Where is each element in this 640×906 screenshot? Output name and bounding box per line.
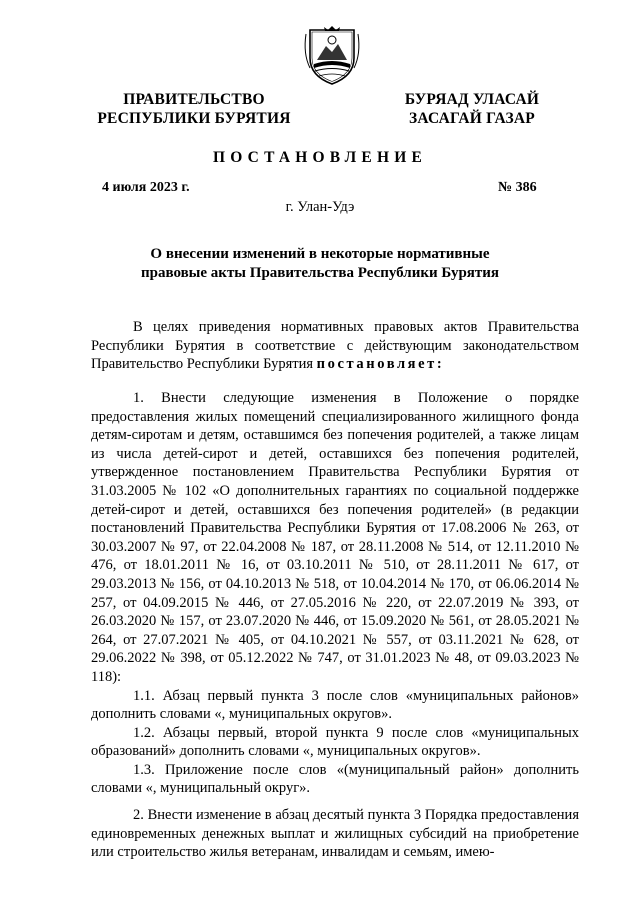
- paragraph-1: 1. Внести следующие изменения в Положение о порядке предоставления жилых помещений специализированного жилищного фонда детям-сиротам и детям, оставшимся без попечения родителей, а также лицам из числа детей-сирот и детей, оставшихся без попечения родителей, утвержденное постановлением Правительства Республики Бурятия от 31.03.2005 № 102 «О дополнительных гарантиях по социальной поддержке детей-сирот и детей, оставшихся без попечения родителей» (в редакции постановлений Правительства Республики Бурятия от 17.08.2006 № 263, от 30.03.2007 № 97, от 22.04.2008 № 187, от 28.11.2008 № 514, от 12.11.2010 № 476, от 18.01.2011 № 16, от 03.10.2011 № 510, от 28.11.2011 № 617, от 29.03.2013 № 156, от 04.10.2013 № 518, от 10.04.2014 № 170, от 06.06.2014 № 257, от 04.09.2015 № 446, от 27.05.2016 № 220, от 22.07.2019 № 393, от 26.03.2020 № 157, от 23.07.2020 № 446, от 15.09.2020 № 561, от 28.05.2021 № 264, от 27.07.2021 № 405, от 04.10.2021 № 557, от 03.11.2021 № 628, от 29.06.2022 № 398, от 05.12.2022 № 747, от 31.01.2023 № 48, от 09.03.2023 № 118):: [91, 390, 579, 685]
- coat-of-arms-icon: [302, 24, 362, 86]
- preamble-text: В целях приведения нормативных правовых актов Правительства Республики Бурятия в соответствие с действующим законодательством Правительство Республики Бурятия: [91, 319, 579, 373]
- document-date: 4 июля 2023 г.: [102, 180, 190, 195]
- preamble: [91, 318, 579, 374]
- org-name-line: ЗАСАГАЙ ГАЗАР: [409, 110, 535, 127]
- document-city: г. Улан-Удэ: [285, 199, 355, 215]
- paragraph-1-1: 1.1. Абзац первый пункта 3 после слов «муниципальных районов» дополнить словами «, муниципальных округов».: [91, 687, 579, 723]
- document-number: № 386: [498, 180, 537, 195]
- section-1: [91, 389, 579, 798]
- government-name-buryat: [357, 90, 587, 128]
- org-name-line: РЕСПУБЛИКИ БУРЯТИЯ: [97, 110, 291, 127]
- government-name-russian: [79, 90, 309, 128]
- paragraph-1-2: 1.2. Абзацы первый, второй пункта 9 после слов «муниципальных образований» дополнить словами «, муниципальных округов».: [91, 724, 579, 760]
- section-2: [91, 806, 579, 862]
- paragraph-2: 2. Внести изменение в абзац десятый пункта 3 Порядка предоставления единовременных денежных выплат и жилищных субсидий на приобретение или строительство жилья ветеранам, инвалидам и семьям, имею-: [91, 807, 579, 861]
- document-type-heading: ПОСТАНОВЛЕНИЕ: [212, 149, 428, 166]
- title-line: правовые акты Правительства Республики Бурятия: [140, 265, 500, 281]
- document-title: [120, 245, 520, 283]
- title-line: О внесении изменений в некоторые нормативные: [150, 246, 490, 262]
- resolution-verb: постановляет:: [316, 356, 445, 373]
- org-name-line: ПРАВИТЕЛЬСТВО: [123, 91, 265, 108]
- org-name-line: БУРЯАД УЛАСАЙ: [404, 91, 540, 108]
- paragraph-1-3: 1.3. Приложение после слов «(муниципальный район» дополнить словами «, муниципальный округ».: [91, 761, 579, 797]
